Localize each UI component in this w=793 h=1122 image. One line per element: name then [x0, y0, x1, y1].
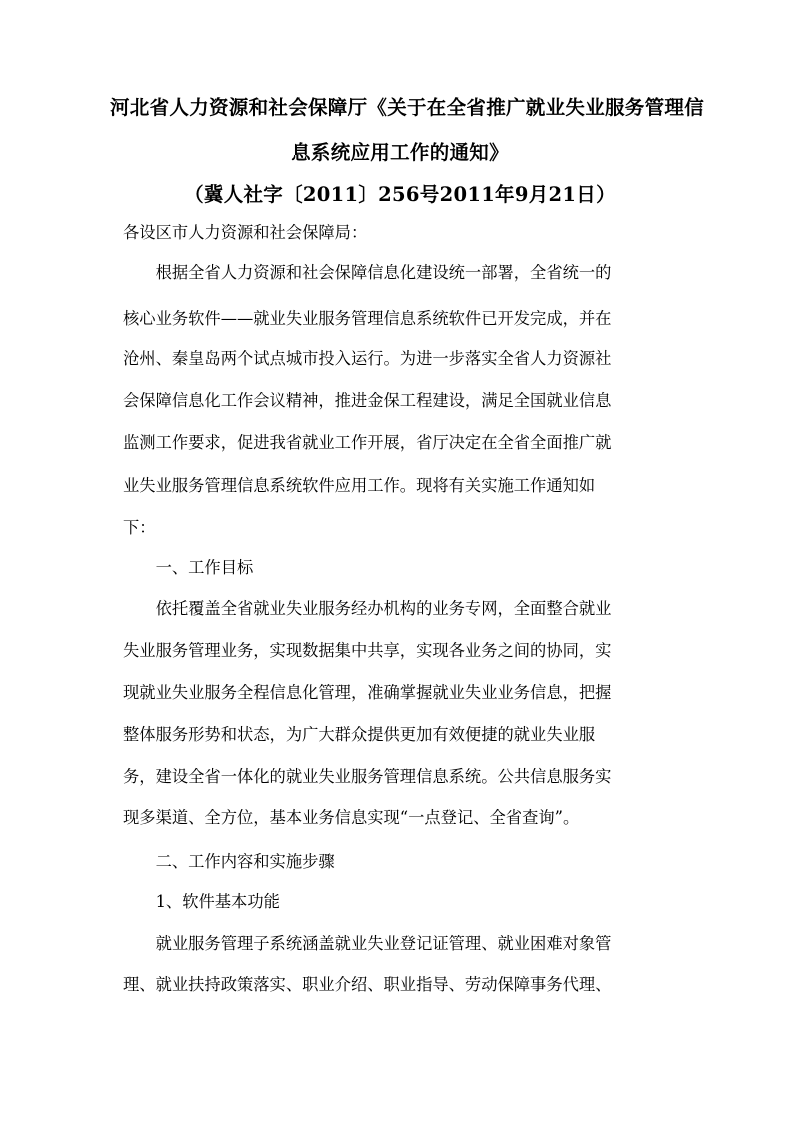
paragraph-line: 务，建设全省一体化的就业失业服务管理信息系统。公共信息服务实: [123, 767, 612, 786]
document-title-line-1: 河北省人力资源和社会保障厅《关于在全省推广就业失业服务管理信: [110, 96, 705, 119]
paragraph-line: 理、就业扶持政策落实、职业介绍、职业指导、劳动保障事务代理、: [123, 975, 612, 994]
paragraph-line: 监测工作要求，促进我省就业工作开展，省厅决定在全省全面推广就: [123, 433, 612, 452]
document-title-line-2: 息系统应用工作的通知》: [291, 141, 509, 164]
paragraph-line: 依托覆盖全省就业失业服务经办机构的业务专网，全面整合就业: [123, 599, 612, 618]
paragraph-line: 会保障信息化工作会议精神，推进金保工程建设，满足全国就业信息: [123, 391, 612, 410]
section-heading: 一、工作目标: [123, 558, 254, 577]
section-heading: 二、工作内容和实施步骤: [123, 852, 335, 871]
paragraph-line: 现多渠道、全方位，基本业务信息实现“一点登记、全省查询”。: [123, 808, 580, 827]
paragraph-line: 现就业失业服务全程信息化管理，准确掌握就业失业业务信息，把握: [123, 683, 612, 702]
salutation: 各设区市人力资源和社会保障局：: [123, 223, 368, 242]
paragraph-line: 沧州、秦皇岛两个试点城市投入运行。为进一步落实全省人力资源社: [123, 349, 612, 368]
paragraph-line: 整体服务形势和状态，为广大群众提供更加有效便捷的就业失业服: [123, 725, 596, 744]
paragraph-line: 下：: [123, 518, 156, 537]
document-number: （冀人社字〔2011〕256号2011年9月21日）: [184, 183, 616, 206]
paragraph-line: 失业服务管理业务，实现数据集中共享，实现各业务之间的协同，实: [123, 641, 612, 660]
paragraph-line: 根据全省人力资源和社会保障信息化建设统一部署，全省统一的: [123, 263, 612, 282]
paragraph-line: 业失业服务管理信息系统软件应用工作。现将有关实施工作通知如: [123, 476, 596, 495]
subsection-heading: 1、软件基本功能: [123, 892, 280, 911]
paragraph-line: 核心业务软件——就业失业服务管理信息系统软件已开发完成，并在: [123, 309, 612, 328]
paragraph-line: 就业服务管理子系统涵盖就业失业登记证管理、就业困难对象管: [123, 934, 612, 953]
